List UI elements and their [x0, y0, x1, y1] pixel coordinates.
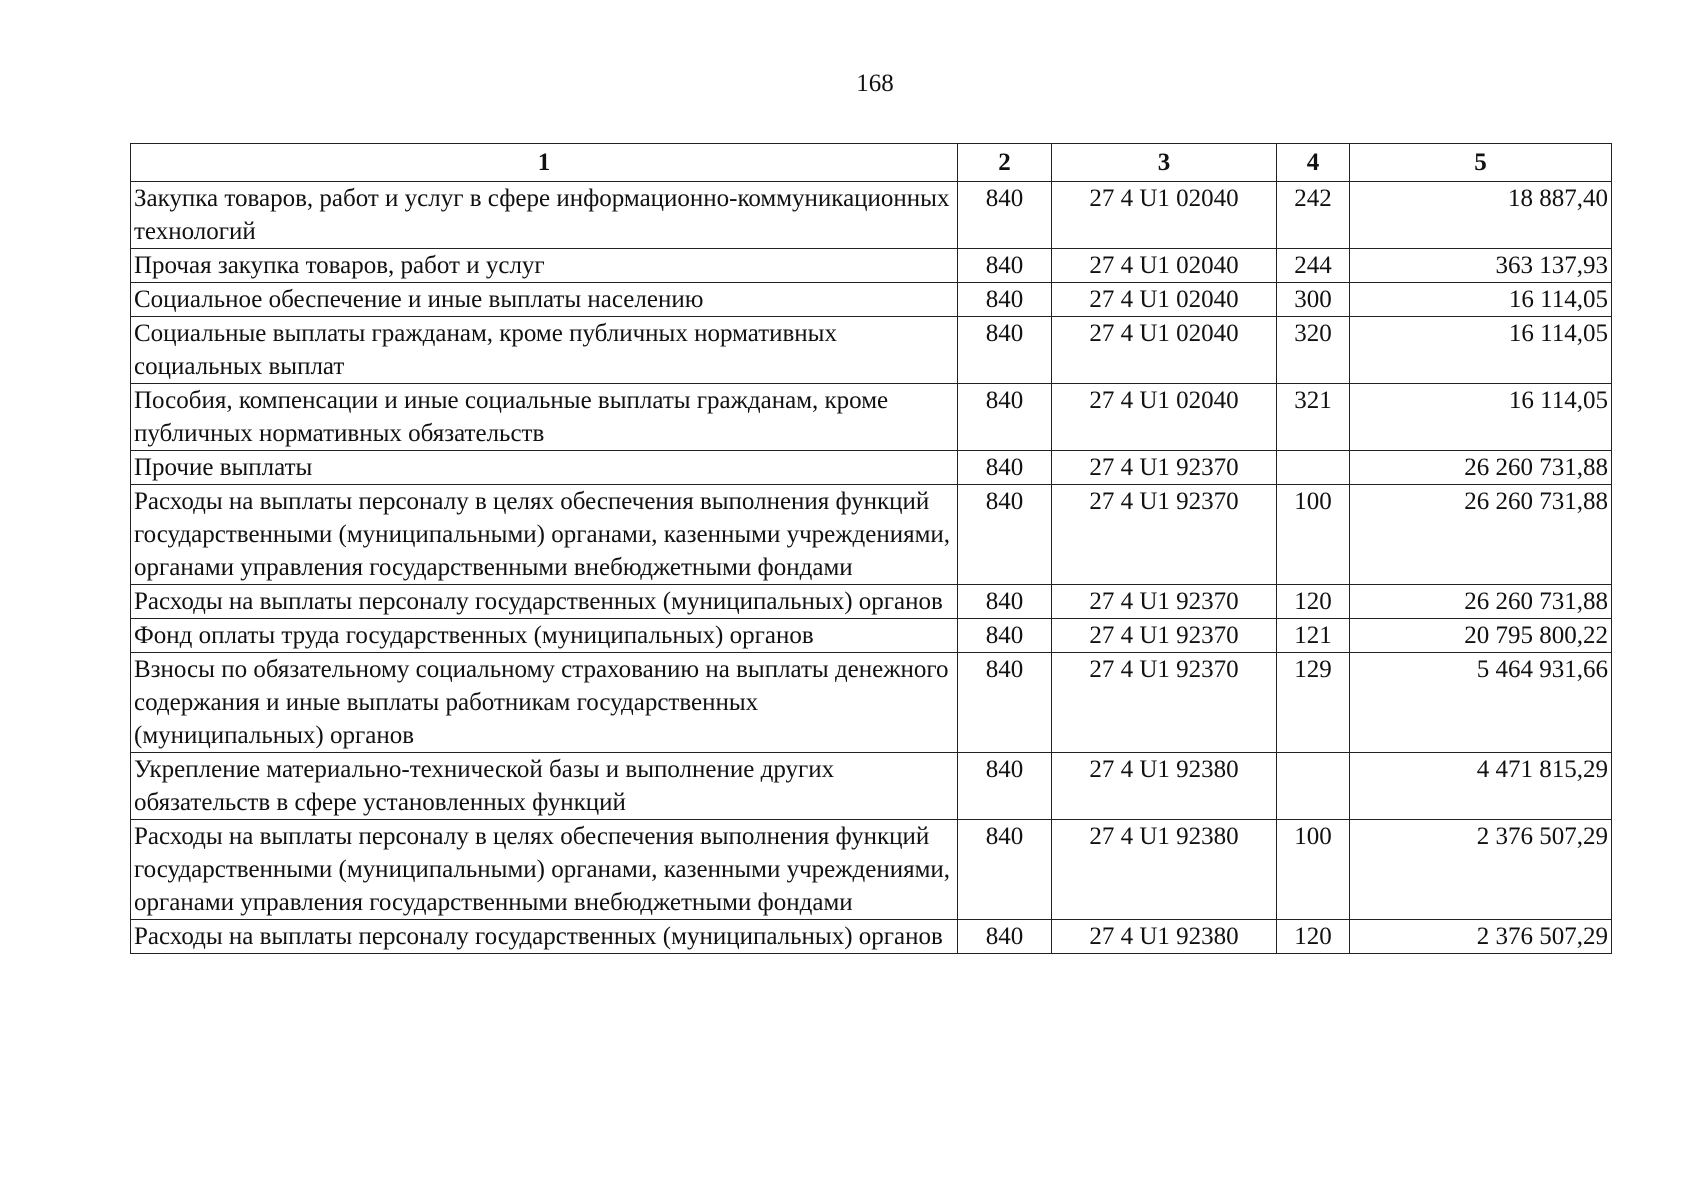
cell-description: Прочая закупка товаров, работ и услуг [131, 249, 958, 283]
table-row [131, 753, 1612, 820]
table-header-row [131, 144, 1612, 182]
cell-description: Социальное обеспечение и иные выплаты населению [131, 283, 958, 317]
table-row [131, 317, 1612, 384]
cell-description: Расходы на выплаты персоналу в целях обеспечения выполнения функций государственными (муниципальными) органами, казенными учреждениями, органами управления государственными внебюджетными фондами [131, 820, 958, 920]
cell-target-article: 27 4 U1 92380 [1052, 920, 1277, 954]
table-row [131, 820, 1612, 920]
cell-ministry-code: 840 [958, 283, 1052, 317]
cell-amount: 16 114,05 [1350, 384, 1612, 451]
cell-expense-type: 320 [1277, 317, 1350, 384]
cell-ministry-code: 840 [958, 249, 1052, 283]
cell-expense-type: 321 [1277, 384, 1350, 451]
cell-target-article: 27 4 U1 92370 [1052, 619, 1277, 653]
cell-ministry-code: 840 [958, 753, 1052, 820]
cell-ministry-code: 840 [958, 920, 1052, 954]
cell-expense-type: 100 [1277, 485, 1350, 585]
table-row [131, 653, 1612, 753]
cell-expense-type [1277, 451, 1350, 485]
cell-ministry-code: 840 [958, 619, 1052, 653]
column-header-5: 5 [1350, 144, 1612, 182]
cell-amount: 26 260 731,88 [1350, 485, 1612, 585]
table-row [131, 619, 1612, 653]
cell-amount: 26 260 731,88 [1350, 451, 1612, 485]
table-body [131, 182, 1612, 954]
table-row [131, 249, 1612, 283]
cell-amount: 363 137,93 [1350, 249, 1612, 283]
cell-target-article: 27 4 U1 92370 [1052, 485, 1277, 585]
cell-expense-type: 129 [1277, 653, 1350, 753]
cell-target-article: 27 4 U1 02040 [1052, 384, 1277, 451]
cell-ministry-code: 840 [958, 384, 1052, 451]
cell-description: Расходы на выплаты персоналу в целях обеспечения выполнения функций государственными (муниципальными) органами, казенными учреждениями, органами управления государственными внебюджетными фондами [131, 485, 958, 585]
cell-amount: 2 376 507,29 [1350, 920, 1612, 954]
cell-amount: 4 471 815,29 [1350, 753, 1612, 820]
cell-amount: 20 795 800,22 [1350, 619, 1612, 653]
cell-expense-type: 100 [1277, 820, 1350, 920]
cell-description: Закупка товаров, работ и услуг в сфере информационно-коммуникационных технологий [131, 182, 958, 249]
cell-expense-type: 242 [1277, 182, 1350, 249]
cell-target-article: 27 4 U1 02040 [1052, 317, 1277, 384]
cell-amount: 18 887,40 [1350, 182, 1612, 249]
cell-description: Расходы на выплаты персоналу государственных (муниципальных) органов [131, 585, 958, 619]
budget-table [130, 143, 1612, 954]
cell-description: Взносы по обязательному социальному страхованию на выплаты денежного содержания и иные выплаты работникам государственных (муниципальных) органов [131, 653, 958, 753]
table-row [131, 182, 1612, 249]
cell-amount: 26 260 731,88 [1350, 585, 1612, 619]
cell-expense-type: 300 [1277, 283, 1350, 317]
cell-ministry-code: 840 [958, 485, 1052, 585]
cell-expense-type: 121 [1277, 619, 1350, 653]
cell-expense-type [1277, 753, 1350, 820]
cell-amount: 2 376 507,29 [1350, 820, 1612, 920]
column-header-1: 1 [131, 144, 958, 182]
cell-target-article: 27 4 U1 92370 [1052, 451, 1277, 485]
cell-ministry-code: 840 [958, 451, 1052, 485]
cell-ministry-code: 840 [958, 820, 1052, 920]
cell-ministry-code: 840 [958, 317, 1052, 384]
cell-expense-type: 244 [1277, 249, 1350, 283]
cell-description: Социальные выплаты гражданам, кроме публичных нормативных социальных выплат [131, 317, 958, 384]
cell-target-article: 27 4 U1 92370 [1052, 585, 1277, 619]
table-row [131, 585, 1612, 619]
column-header-4: 4 [1277, 144, 1350, 182]
column-header-3: 3 [1052, 144, 1277, 182]
cell-amount: 16 114,05 [1350, 317, 1612, 384]
cell-amount: 5 464 931,66 [1350, 653, 1612, 753]
cell-target-article: 27 4 U1 02040 [1052, 182, 1277, 249]
cell-ministry-code: 840 [958, 182, 1052, 249]
cell-amount: 16 114,05 [1350, 283, 1612, 317]
cell-description: Расходы на выплаты персоналу государственных (муниципальных) органов [131, 920, 958, 954]
table-row [131, 485, 1612, 585]
page-number: 168 [856, 70, 894, 97]
cell-description: Фонд оплаты труда государственных (муниципальных) органов [131, 619, 958, 653]
cell-target-article: 27 4 U1 02040 [1052, 249, 1277, 283]
cell-description: Укрепление материально-технической базы и выполнение других обязательств в сфере установленных функций [131, 753, 958, 820]
table-row [131, 283, 1612, 317]
cell-ministry-code: 840 [958, 653, 1052, 753]
table-row [131, 920, 1612, 954]
table-row [131, 451, 1612, 485]
table-row [131, 384, 1612, 451]
cell-description: Прочие выплаты [131, 451, 958, 485]
cell-expense-type: 120 [1277, 920, 1350, 954]
cell-description: Пособия, компенсации и иные социальные выплаты гражданам, кроме публичных нормативных обязательств [131, 384, 958, 451]
cell-target-article: 27 4 U1 02040 [1052, 283, 1277, 317]
cell-target-article: 27 4 U1 92370 [1052, 653, 1277, 753]
cell-target-article: 27 4 U1 92380 [1052, 753, 1277, 820]
column-header-2: 2 [958, 144, 1052, 182]
cell-target-article: 27 4 U1 92380 [1052, 820, 1277, 920]
cell-ministry-code: 840 [958, 585, 1052, 619]
cell-expense-type: 120 [1277, 585, 1350, 619]
